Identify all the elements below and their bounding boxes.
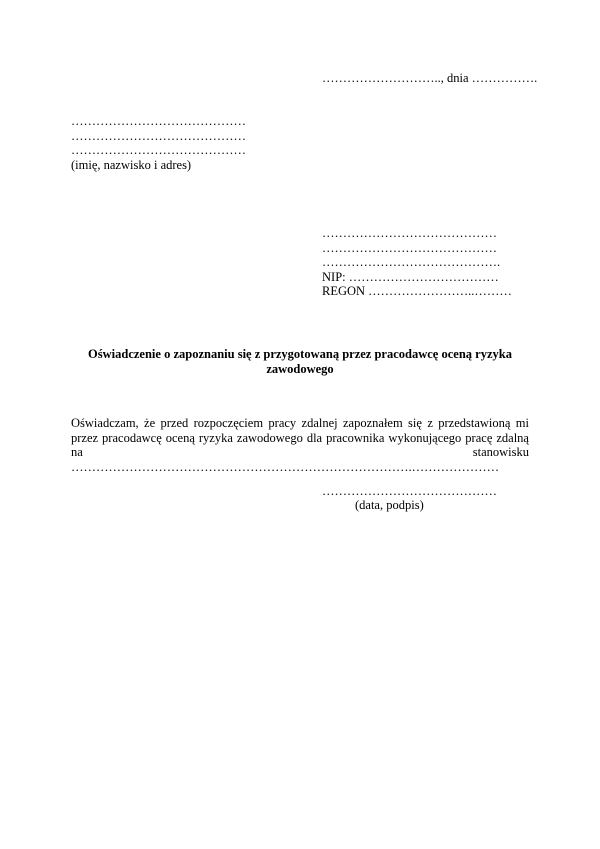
employer-dotted-line-1: …………………………………… [322, 226, 497, 240]
statement-paragraph: Oświadczam, że przed rozpoczęciem pracy zdalnej zapoznałem się z przedstawioną mi przez pracodawcę oceną ryzyka zawodowego dla pracownika wykonującego pracę zdalną na stanowisku ……………………………………………………………………….………………… [71, 416, 529, 474]
employee-dotted-line-2: …………………………………… [71, 128, 246, 143]
employee-caption: (imię, nazwisko i adres) [71, 157, 192, 172]
signature-line: …………………………………… [322, 484, 497, 498]
employer-dotted-line-3: ……………………………………. [322, 255, 501, 269]
signature-caption: (data, podpis) [355, 498, 424, 512]
document-title: Oświadczenie o zapoznaniu się z przygotowaną przez pracodawcę oceną ryzyka zawodowego [88, 347, 512, 376]
employer-nip: NIP: ……………………………… [322, 269, 499, 284]
employer-regon: REGON ……………………..……… [322, 284, 512, 298]
employer-details-block [322, 226, 512, 299]
employee-dotted-line-1: …………………………………… [71, 114, 246, 128]
employee-details-block [71, 114, 246, 172]
employee-dotted-line-3: …………………………………… [71, 143, 246, 157]
place-date-line: ……………………….., dnia ……………. [322, 71, 538, 85]
employer-dotted-line-2: …………………………………… [322, 240, 497, 255]
